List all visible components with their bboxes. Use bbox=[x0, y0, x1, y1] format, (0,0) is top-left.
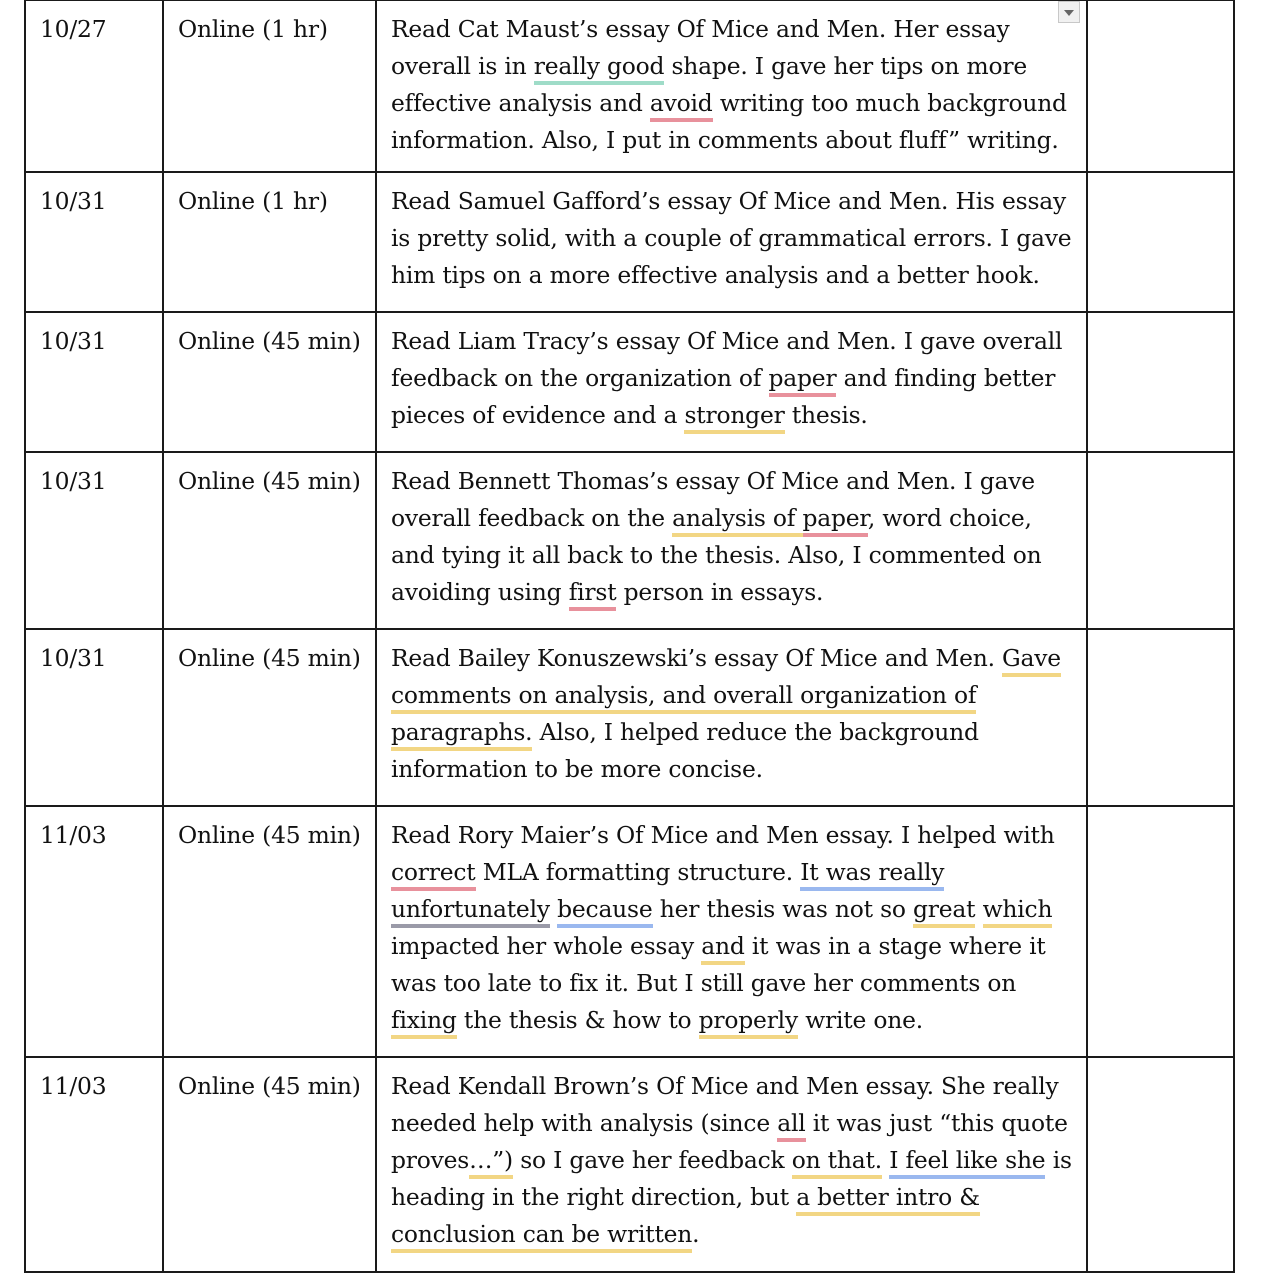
session-mode-cell: Online (45 min) bbox=[163, 452, 376, 629]
comment-highlight[interactable]: …”) bbox=[469, 1146, 513, 1179]
notes-text: person in essays. bbox=[616, 578, 824, 606]
comment-highlight[interactable]: analysis of bbox=[672, 504, 802, 537]
session-mode-cell: Online (45 min) bbox=[163, 806, 376, 1057]
notes-text: , word choice, and tying it all back to the thesis. Also, I commented on avoiding using bbox=[391, 504, 1042, 606]
date-cell: 10/31 bbox=[25, 629, 163, 806]
notes-text: it was just “this quote proves bbox=[391, 1109, 1068, 1174]
date-cell: 10/27 bbox=[25, 0, 163, 172]
comment-highlight[interactable]: I feel like she bbox=[889, 1146, 1045, 1179]
comment-highlight[interactable]: really good bbox=[534, 52, 665, 85]
comment-highlight[interactable]: paper bbox=[769, 364, 837, 397]
comment-highlight[interactable]: avoid bbox=[650, 89, 713, 122]
notes-text: Read Samuel Gafford’s essay Of Mice and Men. His essay is pretty solid, with a couple of grammatical errors. I gave him tips on a more effective analysis and a better hook. bbox=[391, 187, 1072, 289]
notes-cell bbox=[376, 312, 1087, 452]
notes-cell bbox=[376, 1057, 1087, 1272]
notes-text bbox=[975, 895, 982, 923]
comment-highlight[interactable]: correct bbox=[391, 858, 476, 891]
notes-cell bbox=[376, 0, 1087, 172]
date-cell: 10/31 bbox=[25, 312, 163, 452]
notes-text: Read Bailey Konuszewski’s essay Of Mice and Men. bbox=[391, 644, 1003, 672]
session-mode-cell: Online (1 hr) bbox=[163, 172, 376, 312]
notes-text: is heading in the right direction, but bbox=[391, 1146, 1072, 1211]
notes-text: thesis. bbox=[784, 401, 868, 429]
log-row bbox=[25, 806, 1234, 1057]
comment-highlight[interactable]: a better intro & conclusion can be written bbox=[391, 1183, 980, 1253]
comment-highlight[interactable]: stronger bbox=[684, 401, 784, 434]
notes-cell bbox=[376, 629, 1087, 806]
empty-cell[interactable] bbox=[1087, 1057, 1234, 1272]
comment-highlight[interactable]: It was really bbox=[800, 858, 944, 891]
comment-highlight[interactable]: on that. bbox=[792, 1146, 882, 1179]
comment-highlight[interactable]: fixing bbox=[391, 1006, 457, 1039]
notes-text: and finding better pieces of evidence and a bbox=[391, 364, 1056, 429]
notes-text: so I gave her feedback bbox=[512, 1146, 792, 1174]
chevron-down-icon[interactable] bbox=[1058, 1, 1080, 23]
empty-cell[interactable] bbox=[1087, 629, 1234, 806]
notes-text: MLA formatting structure. bbox=[475, 858, 801, 886]
notes-text: it was in a stage where it was too late to fix it. But I still gave her comments on bbox=[391, 932, 1046, 997]
tutoring-log-table bbox=[24, 0, 1235, 1273]
comment-highlight[interactable]: all bbox=[777, 1109, 805, 1142]
notes-text: write one. bbox=[797, 1006, 924, 1034]
comment-highlight[interactable]: Gave comments on analysis, and overall organization of paragraphs. bbox=[391, 644, 1061, 751]
date-cell: 11/03 bbox=[25, 1057, 163, 1272]
comment-highlight[interactable]: properly bbox=[699, 1006, 798, 1039]
empty-cell[interactable] bbox=[1087, 0, 1234, 172]
notes-text: her thesis was not so bbox=[652, 895, 913, 923]
notes-text: Read Kendall Brown’s Of Mice and Men essay. She really needed help with analysis (since bbox=[391, 1072, 1059, 1137]
notes-text: shape. I gave her tips on more effective analysis and bbox=[391, 52, 1027, 117]
log-row bbox=[25, 629, 1234, 806]
log-row bbox=[25, 0, 1234, 172]
comment-highlight[interactable]: which bbox=[983, 895, 1053, 928]
log-row bbox=[25, 452, 1234, 629]
notes-text: the thesis & how to bbox=[456, 1006, 699, 1034]
log-row bbox=[25, 312, 1234, 452]
comment-highlight[interactable]: because bbox=[557, 895, 652, 928]
comment-highlight[interactable]: unfortunately bbox=[391, 895, 550, 928]
session-mode-cell: Online (45 min) bbox=[163, 312, 376, 452]
empty-cell[interactable] bbox=[1087, 806, 1234, 1057]
notes-text: Read Rory Maier’s Of Mice and Men essay. I helped with bbox=[391, 821, 1055, 849]
session-mode-cell: Online (45 min) bbox=[163, 629, 376, 806]
notes-text: impacted her whole essay bbox=[391, 932, 702, 960]
notes-text: Read Cat Maust’s essay Of Mice and Men. Her essay overall is in bbox=[391, 15, 1010, 80]
session-mode-cell: Online (45 min) bbox=[163, 1057, 376, 1272]
comment-highlight[interactable]: first bbox=[569, 578, 617, 611]
log-row bbox=[25, 172, 1234, 312]
notes-cell bbox=[376, 452, 1087, 629]
session-mode-cell: Online (1 hr) bbox=[163, 0, 376, 172]
date-cell: 10/31 bbox=[25, 452, 163, 629]
comment-highlight[interactable]: paper bbox=[803, 504, 868, 537]
empty-cell[interactable] bbox=[1087, 172, 1234, 312]
date-cell: 11/03 bbox=[25, 806, 163, 1057]
notes-cell bbox=[376, 172, 1087, 312]
notes-text: Read Liam Tracy’s essay Of Mice and Men. I gave overall feedback on the organization of bbox=[391, 327, 1063, 392]
comment-highlight[interactable]: great bbox=[913, 895, 975, 928]
comment-highlight[interactable]: and bbox=[701, 932, 744, 965]
empty-cell[interactable] bbox=[1087, 452, 1234, 629]
empty-cell[interactable] bbox=[1087, 312, 1234, 452]
notes-text: . bbox=[692, 1220, 700, 1248]
notes-text: Also, I helped reduce the background information to be more concise. bbox=[391, 718, 979, 783]
notes-cell bbox=[376, 806, 1087, 1057]
notes-text: Read Bennett Thomas’s essay Of Mice and Men. I gave overall feedback on the bbox=[391, 467, 1035, 532]
log-row bbox=[25, 1057, 1234, 1272]
date-cell: 10/31 bbox=[25, 172, 163, 312]
notes-text: writing too much background information. Also, I put in comments about fluff” writing. bbox=[391, 89, 1067, 154]
